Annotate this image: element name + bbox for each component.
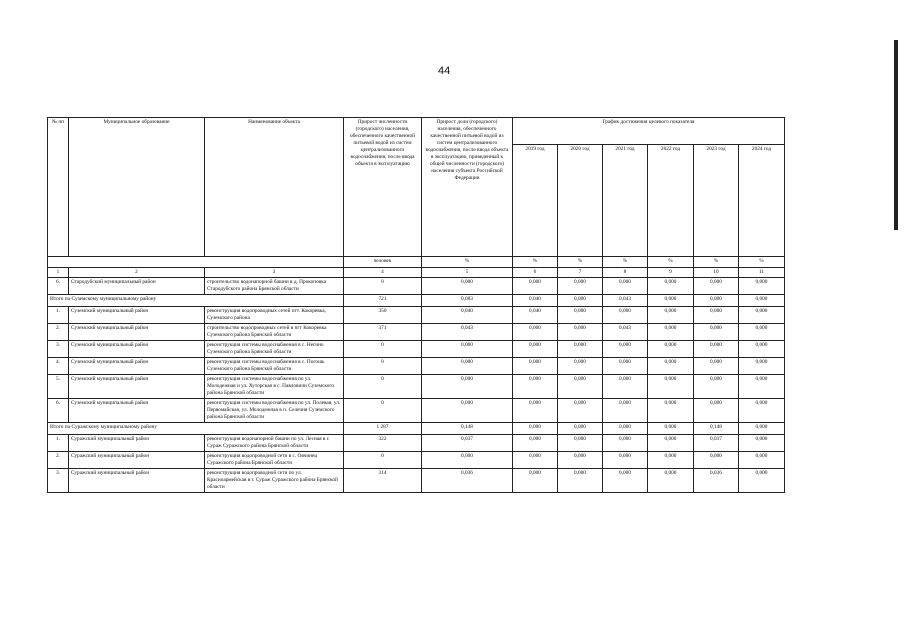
value-cell: 0: [344, 451, 422, 468]
header-municipality: Муниципальное образование: [69, 118, 205, 257]
value-cell: 0,000: [694, 398, 739, 422]
value-cell: 0,000: [694, 323, 739, 340]
value-cell: 0,000: [648, 340, 694, 357]
object-cell: реконструкция водопроводной сети по ул. Красноармейская в г. Сураж Суражского района Брянской области: [205, 468, 344, 492]
row-number: 6.: [48, 398, 69, 422]
value-cell: 0,000: [648, 306, 694, 323]
object-cell: реконструкция водопроводных сетей пгт. Кокоревка, Суземского района: [205, 306, 344, 323]
value-cell: 0,000: [648, 357, 694, 374]
value-cell: 0,000: [603, 434, 648, 451]
value-cell: 0: [344, 398, 422, 422]
total-label: Итого по Суражскому муниципальному району: [48, 422, 344, 434]
municipality-cell: Суражский муниципальный район: [69, 434, 205, 451]
value-cell: 0,000: [558, 340, 603, 357]
row-number: 2.: [48, 451, 69, 468]
value-cell: 0,000: [558, 306, 603, 323]
total-row: [48, 294, 785, 306]
header-year: 2023 год: [694, 145, 739, 257]
header-num: № пп: [48, 118, 69, 257]
value-cell: 0,000: [558, 468, 603, 492]
row-number: 3.: [48, 468, 69, 492]
value-cell: 0,040: [422, 306, 513, 323]
indicator-table: [47, 117, 785, 493]
object-cell: реконструкция системы водоснабжения в с. Погошь Суземского района Брянской области: [205, 357, 344, 374]
header-pop-growth: Прирост численности (городского) населения, обеспеченного качественной питьевой водой из систем централизованного водоснабжения, после ввода объекта в эксплуатацию: [344, 118, 422, 257]
unit-cell: %: [422, 257, 513, 268]
value-cell: 0,000: [603, 398, 648, 422]
header-year: 2020 год: [558, 145, 603, 257]
value-cell: 0,037: [422, 434, 513, 451]
table-row: [48, 434, 785, 451]
table-row: [48, 468, 785, 492]
value-cell: 0,000: [603, 278, 648, 295]
value-cell: 0,000: [513, 398, 558, 422]
value-cell: 0,000: [648, 278, 694, 295]
value-cell: 0,148: [422, 422, 513, 434]
unit-cell: %: [513, 257, 558, 268]
value-cell: 0,000: [739, 294, 785, 306]
value-cell: 0,000: [603, 306, 648, 323]
value-cell: 0,000: [648, 398, 694, 422]
value-cell: 322: [344, 434, 422, 451]
row-number: 1.: [48, 306, 69, 323]
row-number: 2.: [48, 323, 69, 340]
header-schedule: График достижения целевого показателя: [513, 118, 785, 145]
value-cell: 0,043: [603, 294, 648, 306]
table-row: [48, 323, 785, 340]
table-row: [48, 340, 785, 357]
value-cell: 0,000: [739, 434, 785, 451]
value-cell: 0,036: [694, 468, 739, 492]
value-cell: 0,000: [422, 451, 513, 468]
value-cell: 0,043: [422, 323, 513, 340]
unit-cell: %: [694, 257, 739, 268]
value-cell: 0,000: [558, 398, 603, 422]
header-year: 2022 год: [648, 145, 694, 257]
scan-edge-mark: [894, 40, 898, 230]
value-cell: 0: [344, 357, 422, 374]
municipality-cell: Суземский муниципальный район: [69, 374, 205, 398]
value-cell: 0: [344, 278, 422, 295]
col-index: 6: [513, 268, 558, 278]
value-cell: 0,000: [694, 294, 739, 306]
value-cell: 0,000: [513, 422, 558, 434]
value-cell: 0,000: [648, 374, 694, 398]
value-cell: 0,000: [558, 357, 603, 374]
value-cell: 0: [344, 340, 422, 357]
total-label: Итого по Суземскому муниципальному району: [48, 294, 344, 306]
header-year: 2024 год: [739, 145, 785, 257]
unit-cell: человек: [344, 257, 422, 268]
value-cell: 0,000: [558, 451, 603, 468]
value-cell: 0,040: [513, 306, 558, 323]
value-cell: 0,000: [739, 422, 785, 434]
value-cell: 314: [344, 468, 422, 492]
value-cell: 0,000: [558, 278, 603, 295]
table-row: [48, 398, 785, 422]
value-cell: 0,000: [558, 294, 603, 306]
value-cell: 0,000: [558, 422, 603, 434]
value-cell: 0,000: [739, 451, 785, 468]
value-cell: 1 287: [344, 422, 422, 434]
value-cell: 0,000: [603, 451, 648, 468]
value-cell: 0,043: [603, 323, 648, 340]
municipality-cell: Суражский муниципальный район: [69, 451, 205, 468]
value-cell: 0,000: [648, 422, 694, 434]
municipality-cell: Стародубский муниципальный район: [69, 278, 205, 295]
municipality-cell: Суземский муниципальный район: [69, 340, 205, 357]
value-cell: 0,000: [648, 323, 694, 340]
value-cell: 0,000: [422, 357, 513, 374]
value-cell: 0,000: [513, 451, 558, 468]
value-cell: 0,000: [694, 340, 739, 357]
unit-cell: %: [603, 257, 648, 268]
header-year: 2021 год: [603, 145, 648, 257]
table-row: [48, 357, 785, 374]
total-row: [48, 422, 785, 434]
value-cell: 0,148: [694, 422, 739, 434]
value-cell: 0,000: [739, 340, 785, 357]
value-cell: 721: [344, 294, 422, 306]
unit-cell: %: [739, 257, 785, 268]
value-cell: 0,000: [513, 340, 558, 357]
value-cell: 0,000: [739, 323, 785, 340]
municipality-cell: Суземский муниципальный район: [69, 306, 205, 323]
unit-cell: %: [558, 257, 603, 268]
row-number: 1.: [48, 434, 69, 451]
table-row: [48, 306, 785, 323]
value-cell: 0,000: [513, 357, 558, 374]
value-cell: 0,000: [603, 374, 648, 398]
value-cell: 0,000: [422, 398, 513, 422]
object-cell: строительство водопроводных сетей в пгт Кокоревка Суземского района Брянской области: [205, 323, 344, 340]
table-row: [48, 278, 785, 295]
object-cell: реконструкция системы водоснабжения в с. Негино Суземского района Брянской области: [205, 340, 344, 357]
municipality-cell: Суражский муниципальный район: [69, 468, 205, 492]
value-cell: 0,000: [648, 468, 694, 492]
value-cell: 0,000: [558, 323, 603, 340]
value-cell: 0: [344, 374, 422, 398]
value-cell: 0,000: [648, 434, 694, 451]
object-cell: реконструкция водопроводной сети в с. Овчинец Суражского района Брянской области: [205, 451, 344, 468]
object-cell: реконструкция системы водоснабжения по ул. Полевая, ул. Первомайская, ул. Молодежная в п. Селечня Суземского района Брянской области: [205, 398, 344, 422]
col-index: 9: [648, 268, 694, 278]
value-cell: 0,000: [513, 278, 558, 295]
table-row: [48, 374, 785, 398]
value-cell: 0,000: [422, 340, 513, 357]
value-cell: 0,000: [739, 357, 785, 374]
value-cell: 0,000: [558, 374, 603, 398]
value-cell: 0,000: [694, 374, 739, 398]
col-index: 11: [739, 268, 785, 278]
value-cell: 0,000: [739, 468, 785, 492]
row-number: 4.: [48, 357, 69, 374]
value-cell: 0,000: [603, 340, 648, 357]
value-cell: 0,000: [694, 306, 739, 323]
col-index: 7: [558, 268, 603, 278]
value-cell: 0,000: [513, 323, 558, 340]
value-cell: 0,000: [558, 434, 603, 451]
col-index: 5: [422, 268, 513, 278]
value-cell: 0,000: [603, 357, 648, 374]
value-cell: 0,000: [513, 374, 558, 398]
value-cell: 0,000: [694, 278, 739, 295]
value-cell: 0,000: [648, 451, 694, 468]
col-index: 10: [694, 268, 739, 278]
value-cell: 0,000: [513, 468, 558, 492]
municipality-cell: Суземский муниципальный район: [69, 357, 205, 374]
row-number: 3.: [48, 340, 69, 357]
col-index: 2: [69, 268, 205, 278]
value-cell: 0,000: [422, 374, 513, 398]
table-body: [48, 278, 785, 493]
header-object: Наименование объекта: [205, 118, 344, 257]
value-cell: 0,037: [694, 434, 739, 451]
value-cell: 0,000: [603, 468, 648, 492]
col-index: 4: [344, 268, 422, 278]
header-share-growth: Прирост доли (городского) населения, обеспеченного качественной питьевой водой из систем централизованного водоснабжения, после ввода объекта в эксплуатацию, приведенный к общей численности (городского) населения субъекта Российской Федерации: [422, 118, 513, 257]
value-cell: 0,036: [422, 468, 513, 492]
value-cell: 0,040: [513, 294, 558, 306]
object-cell: строительство водонапорной башни в д. Прокоповка Стародубского района Брянской области: [205, 278, 344, 295]
col-index: 1: [48, 268, 69, 278]
value-cell: 0,000: [694, 357, 739, 374]
municipality-cell: Суземский муниципальный район: [69, 323, 205, 340]
col-index: 3: [205, 268, 344, 278]
object-cell: реконструкция системы водоснабжения по ул. Молодежная и ул. Хуторская в с. Павловичи Суземского района Брянской области: [205, 374, 344, 398]
page-number: 44: [438, 65, 451, 77]
col-index: 8: [603, 268, 648, 278]
value-cell: 371: [344, 323, 422, 340]
value-cell: 0,000: [648, 294, 694, 306]
value-cell: 0,000: [739, 374, 785, 398]
object-cell: реконструкция водонапорной башни по ул. Лесная в г. Сураж Суражского района Брянской области: [205, 434, 344, 451]
value-cell: 0,000: [739, 278, 785, 295]
value-cell: 0,000: [603, 422, 648, 434]
value-cell: 0,000: [694, 451, 739, 468]
header-year: 2019 год: [513, 145, 558, 257]
unit-blank: [48, 257, 344, 268]
value-cell: 0,000: [739, 398, 785, 422]
value-cell: 0,000: [422, 278, 513, 295]
value-cell: 0,000: [513, 434, 558, 451]
value-cell: 350: [344, 306, 422, 323]
row-number: 6.: [48, 278, 69, 295]
value-cell: 0,000: [739, 306, 785, 323]
table-row: [48, 451, 785, 468]
unit-cell: %: [648, 257, 694, 268]
municipality-cell: Суземский муниципальный район: [69, 398, 205, 422]
row-number: 5.: [48, 374, 69, 398]
value-cell: 0,083: [422, 294, 513, 306]
